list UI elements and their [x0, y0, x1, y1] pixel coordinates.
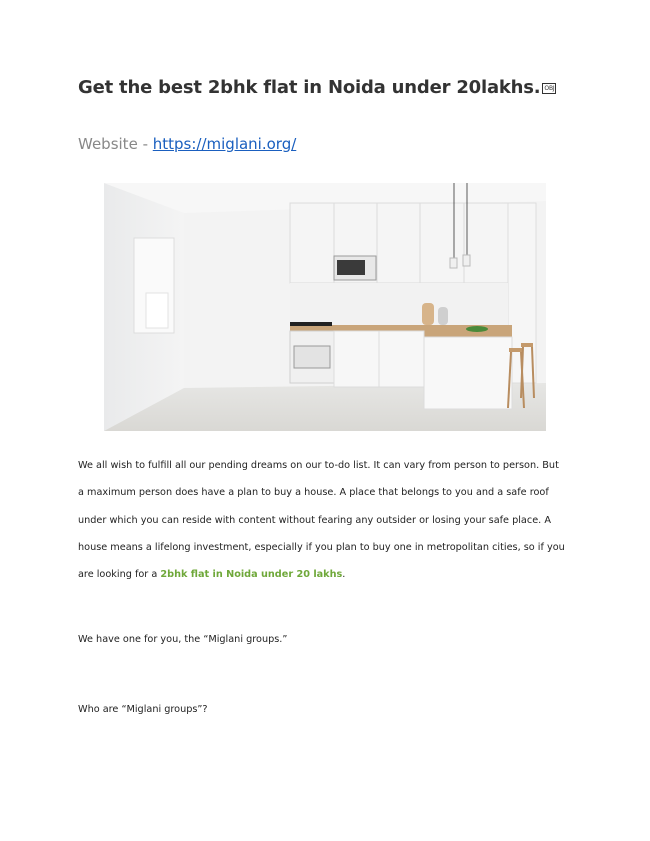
website-link[interactable]: https://miglani.org/ [152, 135, 297, 153]
paragraph-line: a maximum person does have a plan to buy a house. A place that belongs to you and a safe roof [78, 487, 549, 499]
paragraph-who-are: Who are “Miglani groups”? [78, 704, 208, 715]
flat-offer-link[interactable]: 2bhk flat in Noida under 20 lakhs [160, 569, 343, 581]
paragraph-intro [78, 452, 578, 588]
paragraph-miglani-intro: We have one for you, the “Miglani groups.” [78, 634, 288, 645]
page-title-text: Get the best 2bhk flat in Noida under 20lakhs. [78, 77, 541, 98]
page-title [78, 77, 556, 98]
paragraph-line-last [78, 561, 578, 588]
kitchen-photo [104, 183, 546, 431]
paragraph-text: . [342, 569, 346, 581]
website-line [78, 135, 296, 153]
obj-placeholder-icon: OBJ [544, 85, 555, 92]
paragraph-text: are looking for a [78, 569, 161, 581]
paragraph-line: house means a lifelong investment, especially if you plan to buy one in metropolitan cities, so if you [78, 541, 565, 553]
paragraph-line: We all wish to fulfill all our pending dreams on our to-do list. It can vary from person to person. But [78, 460, 559, 471]
paragraph-line: under which you can reside with content without fearing any outsider or losing your safe place. A [78, 514, 551, 526]
website-label: Website - [78, 135, 153, 153]
